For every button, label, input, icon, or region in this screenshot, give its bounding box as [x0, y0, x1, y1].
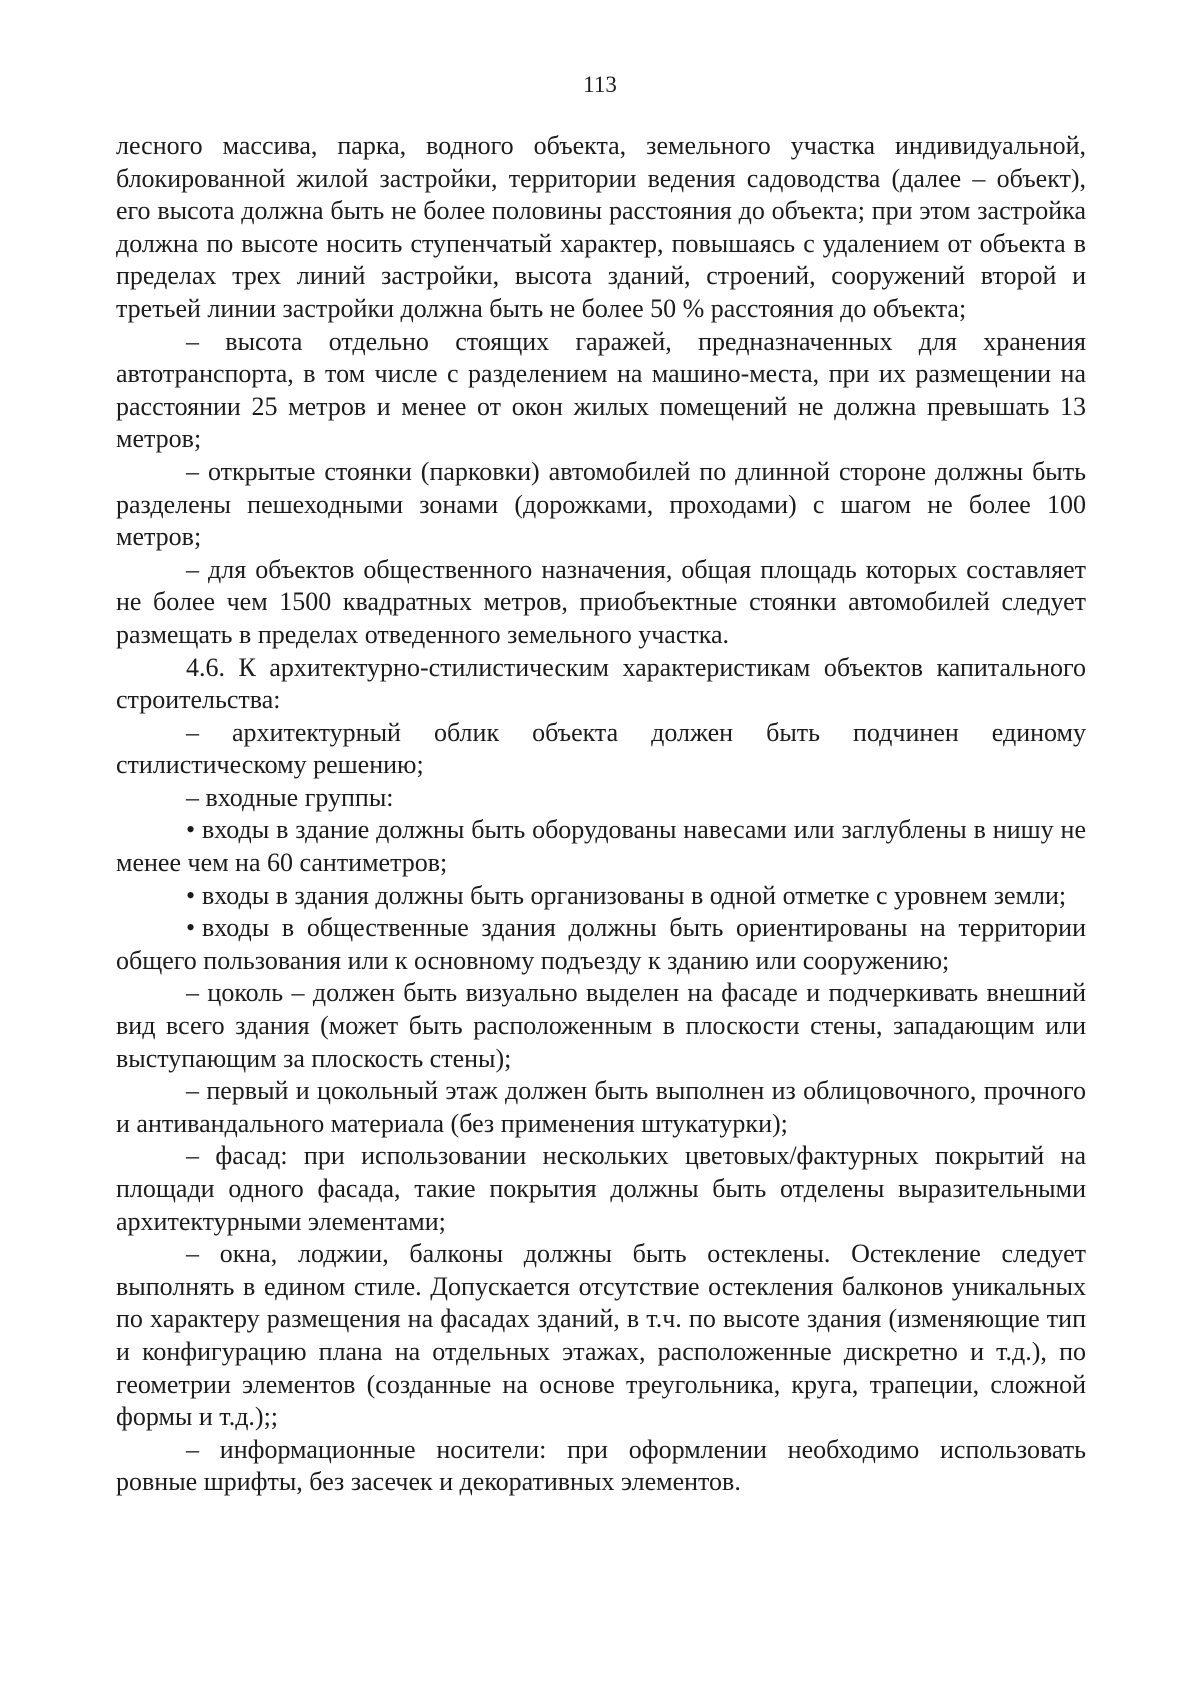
paragraph [116, 1075, 1086, 1140]
paragraph [116, 1434, 1086, 1499]
paragraph [116, 456, 1086, 554]
paragraph-text: входы в здание должны быть оборудованы навесами или заглублены в нишу не менее чем на 60 сантиметров; [116, 815, 1086, 878]
paragraph [116, 814, 1086, 879]
paragraph [116, 912, 1086, 977]
paragraph-text: – архитектурный облик объекта должен быть подчинен единому стилистическому решению; [116, 717, 1086, 780]
paragraph [116, 554, 1086, 652]
paragraph-text: лесного массива, парка, водного объекта, земельного участка индивидуальной, блокированной жилой застройки, территории ведения садоводства (далее – объект), его высота должна быть не более половины расстояния до объекта; при этом застройка должна по высоте носить ступенчатый характер, повышаясь с удалением от объекта в пределах трех линий застройки, высота зданий, строений, сооружений второй и третьей линии застройки должна быть не более 50 % расстояния до объекта; [116, 131, 1086, 323]
paragraph-text: – фасад: при использовании нескольких цветовых/фактурных покрытий на площади одного фасада, такие покрытия должны быть отделены выразительными архитектурными элементами; [116, 1141, 1086, 1236]
document-body [116, 130, 1086, 1499]
paragraph [116, 652, 1086, 717]
page-number: 113 [583, 72, 617, 97]
paragraph [116, 1140, 1086, 1238]
paragraph [116, 326, 1086, 456]
paragraph-text: входы в здания должны быть организованы в одной отметке с уровнем земли; [202, 880, 1067, 910]
paragraph-text: – цоколь – должен быть визуально выделен на фасаде и подчеркивать внешний вид всего здания (может быть расположенным в плоскости стены, западающим или выступающим за плоскость стены); [116, 978, 1086, 1073]
paragraph-text: – окна, лоджии, балконы должны быть остеклены. Остекление следует выполнять в едином стиле. Допускается отсутствие остекления балконов уникальных по характеру размещения на фасадах зданий, в т.ч. по высоте здания (изменяющие тип и конфигурацию плана на отдельных этажах, расположенные дискретно и т.д.), по геометрии элементов (созданные на основе треугольника, круга, трапеции, сложной формы и т.д.);; [116, 1239, 1086, 1432]
paragraph-text: 4.6. К архитектурно-стилистическим характеристикам объектов капитального строительства: [116, 652, 1086, 715]
paragraph-text: – для объектов общественного назначения, общая площадь которых составляет не более чем 1500 квадратных метров, приобъектные стоянки автомобилей следует размещать в пределах отведенного земельного участка. [116, 554, 1086, 649]
paragraph-text: – открытые стоянки (парковки) автомобилей по длинной стороне должны быть разделены пешеходными зонами (дорожками, проходами) с шагом не более 100 метров; [116, 456, 1086, 552]
paragraph-text: – высота отдельно стоящих гаражей, предназначенных для хранения автотранспорта, в том числе с разделением на машино-места, при их размещении на расстоянии 25 метров и менее от окон жилых помещений не должна превышать 13 метров; [116, 326, 1086, 454]
paragraph [116, 782, 1086, 815]
bullet-icon: • [186, 880, 196, 910]
paragraph [116, 880, 1086, 913]
paragraph-text: – входные группы: [186, 782, 394, 812]
paragraph [116, 1238, 1086, 1434]
paragraph [116, 717, 1086, 782]
paragraph-text: – информационные носители: при оформлении необходимо использовать ровные шрифты, без засечек и декоративных элементов. [116, 1434, 1086, 1497]
paragraph [116, 130, 1086, 326]
paragraph-text: – первый и цокольный этаж должен быть выполнен из облицовочного, прочного и антивандального материала (без применения штукатурки); [116, 1076, 1086, 1138]
bullet-icon: • [186, 815, 196, 845]
paragraph [116, 977, 1086, 1075]
bullet-icon: • [186, 913, 196, 943]
paragraph-text: входы в общественные здания должны быть ориентированы на территории общего пользования или к основному подъезду к зданию или сооружению; [116, 913, 1086, 975]
